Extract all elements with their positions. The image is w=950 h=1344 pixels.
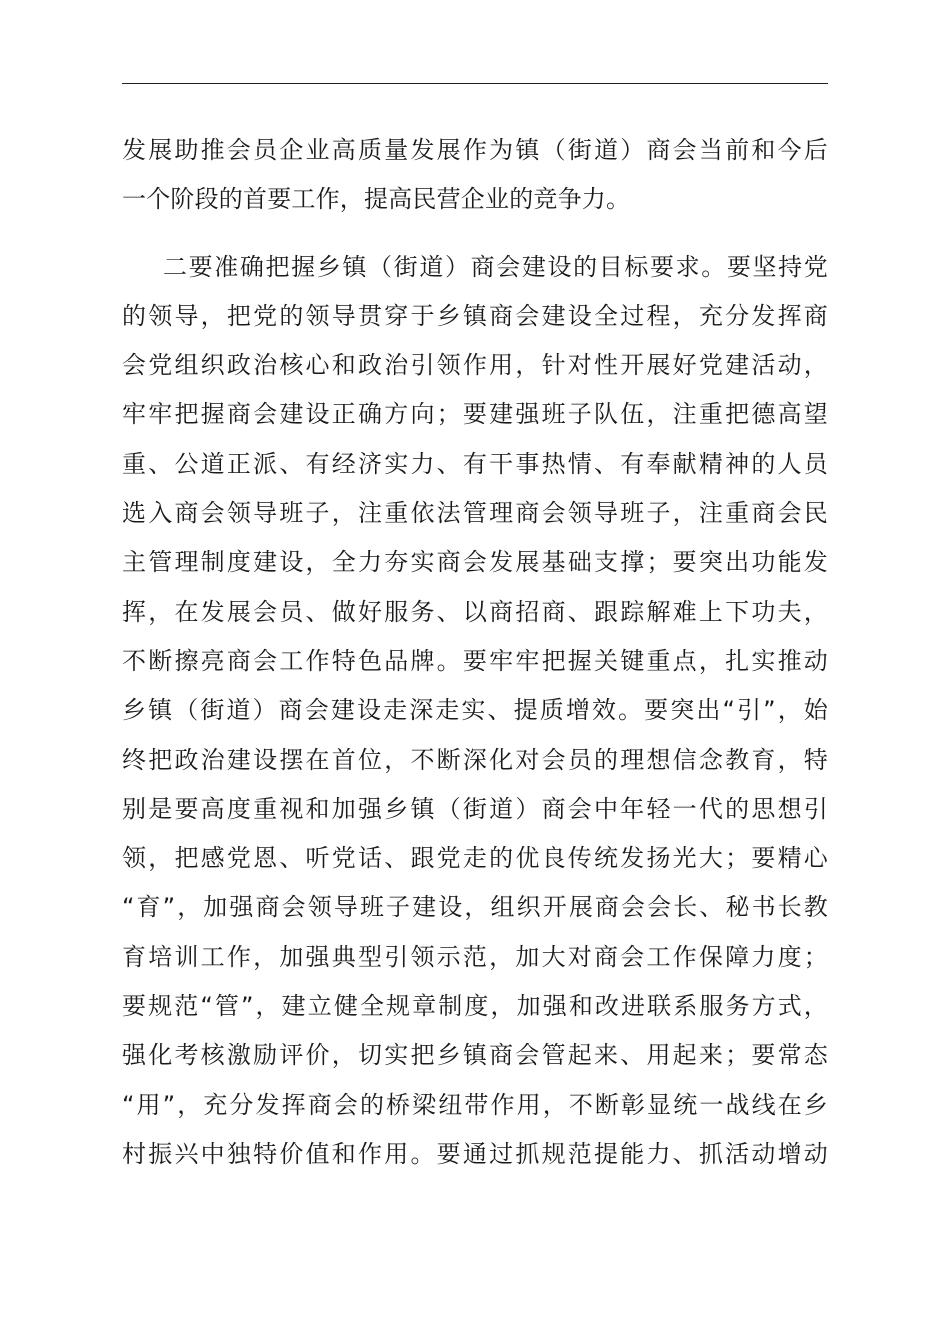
- text-line: 二要准确把握乡镇（街道）商会建设的目标要求。要坚持党: [163, 252, 828, 281]
- paragraph-2: [122, 243, 828, 1180]
- text-line: 终把政治建设摆在首位，不断深化对会员的理想信念教育，特: [122, 745, 828, 774]
- text-line: 发展助推会员企业高质量发展作为镇（街道）商会当前和今后: [122, 136, 828, 164]
- text-line: 别是要高度重视和加强乡镇（街道）商会中年轻一代的思想引: [122, 794, 828, 823]
- text-line: 乡镇（街道）商会建设走深走实、提质增效。要突出“引”，始: [122, 696, 828, 725]
- text-line: 牢牢把握商会建设正确方向；要建强班子队伍，注重把德高望: [122, 400, 828, 429]
- text-line: 领，把感党恩、听党话、跟党走的优良传统发扬光大；要精心: [122, 844, 828, 873]
- text-line: 一个阶段的首要工作，提高民营企业的竞争力。: [122, 185, 631, 214]
- text-line: 村振兴中独特价值和作用。要通过抓规范提能力、抓活动增动: [122, 1139, 828, 1168]
- text-line: 挥，在发展会员、做好服务、以商招商、跟踪解难上下功夫，: [122, 597, 828, 626]
- text-line: “用”，充分发挥商会的桥梁纽带作用，不断彰显统一战线在乡: [122, 1090, 828, 1119]
- text-line: 的领导，把党的领导贯穿于乡镇商会建设全过程，充分发挥商: [122, 301, 828, 330]
- text-line: 选入商会领导班子，注重依法管理商会领导班子，注重商会民: [122, 499, 828, 528]
- text-line: 重、公道正派、有经济实力、有干事热情、有奉献精神的人员: [122, 449, 828, 478]
- text-line: “育”，加强商会领导班子建设，组织开展商会会长、秘书长教: [122, 893, 828, 922]
- text-line: 主管理制度建设，全力夯实商会发展基础支撑；要突出功能发: [122, 548, 828, 577]
- text-line: 强化考核激励评价，切实把乡镇商会管起来、用起来；要常态: [122, 1041, 828, 1070]
- paragraph-1: [122, 126, 828, 225]
- text-line: 育培训工作，加强典型引领示范，加大对商会工作保障力度；: [122, 942, 828, 971]
- text-line: 要规范“管”，建立健全规章制度，加强和改进联系服务方式，: [122, 992, 828, 1021]
- text-line: 会党组织政治核心和政治引领作用，针对性开展好党建活动，: [122, 351, 828, 380]
- document-body: [122, 126, 828, 1179]
- paragraph-gap: [122, 225, 828, 243]
- header-rule: [122, 83, 828, 84]
- text-line: 不断擦亮商会工作特色品牌。要牢牢把握关键重点，扎实推动: [122, 646, 828, 675]
